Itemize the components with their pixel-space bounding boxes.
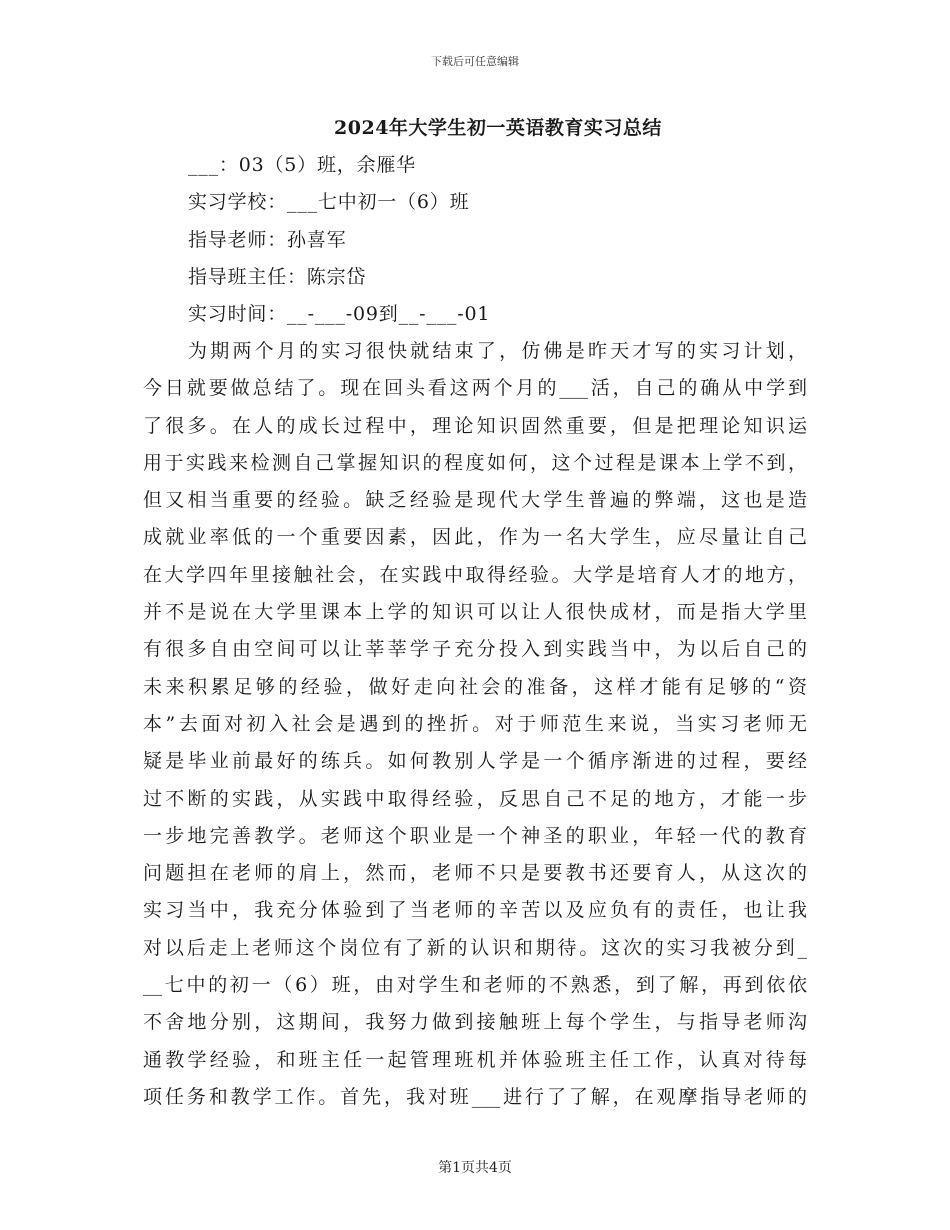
paragraph-line: 有很多自由空间可以让莘莘学子充分投入到实践当中，为以后自己的 <box>143 638 807 661</box>
paragraph-line: 今日就要做总结了。现在回头看这两个月的___活，自己的确从中学到 <box>143 377 807 400</box>
meta-period: 实习时间：__-___-09到__-___-01 <box>188 303 491 326</box>
paragraph-line: 成就业率低的一个重要因素，因此，作为一名大学生，应尽量让自己 <box>143 526 807 549</box>
body-paragraph <box>143 333 807 1116</box>
paragraph-line: 对以后走上老师这个岗位有了新的认识和期待。这次的实习我被分到_ <box>143 936 807 959</box>
paragraph-line: 未来积累足够的经验，做好走向社会的准备，这样才能有足够的“资 <box>143 675 807 698</box>
paragraph-line: 了很多。在人的成长过程中，理论知识固然重要，但是把理论知识运 <box>143 414 807 437</box>
paragraph-line: 为期两个月的实习很快就结束了，仿佛是昨天才写的实习计划， <box>188 340 807 362</box>
document-meta <box>188 147 490 333</box>
paragraph-line: 本”去面对初入社会是遇到的挫折。对于师范生来说，当实习老师无 <box>143 712 807 735</box>
meta-class-author: ___：03（5）班，余雁华 <box>188 154 416 176</box>
document-title: 2024年大学生初一英语教育实习总结 <box>334 117 662 139</box>
paragraph-line: 在大学四年里接触社会，在实践中取得经验。大学是培育人才的地方， <box>143 563 807 586</box>
paragraph-line: 过不断的实践，从实践中取得经验，反思自己不足的地方，才能一步 <box>143 787 807 810</box>
meta-advisor: 指导老师：孙喜军 <box>188 228 347 251</box>
page-number-footer: 第1页共4页 <box>438 1160 512 1176</box>
paragraph-line: 一步地完善教学。老师这个职业是一个神圣的职业，年轻一代的教育 <box>143 824 807 847</box>
paragraph-line: 问题担在老师的肩上，然而，老师不只是要教书还要育人，从这次的 <box>143 862 807 885</box>
paragraph-line: __七中的初一（6）班，由对学生和老师的不熟悉，到了解，再到依依 <box>143 974 807 997</box>
meta-head-teacher: 指导班主任：陈宗岱 <box>188 265 367 288</box>
paragraph-line: 疑是毕业前最好的练兵。如何教别人学是一个循序渐进的过程，要经 <box>143 750 807 773</box>
paragraph-line: 用于实践来检测自己掌握知识的程度如何，这个过程是课本上学不到， <box>143 451 807 474</box>
paragraph-line: 实习当中，我充分体验到了当老师的辛苦以及应负有的责任，也让我 <box>143 899 807 922</box>
paragraph-line: 项任务和教学工作。首先，我对班___进行了了解，在观摩指导老师的 <box>143 1085 807 1108</box>
meta-school: 实习学校：___七中初一（6）班 <box>188 191 470 214</box>
page-header-note: 下载后可任意编辑 <box>431 55 519 68</box>
paragraph-line: 并不是说在大学里课本上学的知识可以让人很快成材，而是指大学里 <box>143 601 807 624</box>
paragraph-line: 通教学经验，和班主任一起管理班机并体验班主任工作，认真对待每 <box>143 1048 807 1071</box>
paragraph-line: 但又相当重要的经验。缺乏经验是现代大学生普遍的弊端，这也是造 <box>143 489 807 512</box>
paragraph-line: 不舍地分别，这期间，我努力做到接触班上每个学生，与指导老师沟 <box>143 1011 807 1034</box>
